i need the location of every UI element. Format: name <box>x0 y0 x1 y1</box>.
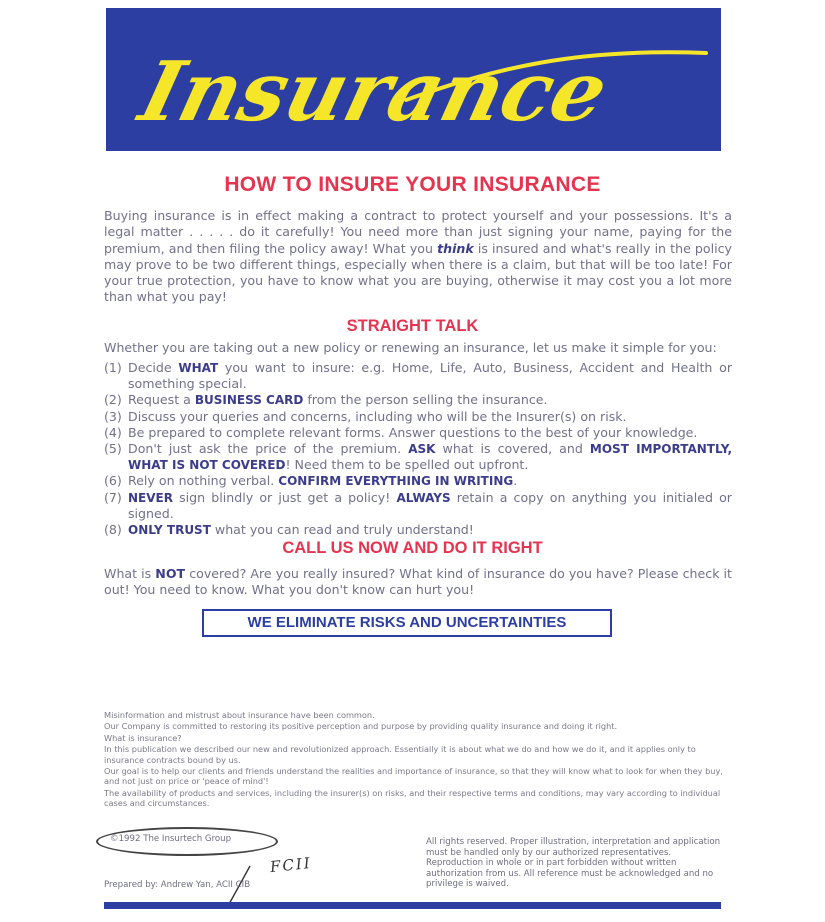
copyright-notice: ©1992 The Insurtech Group <box>110 834 232 844</box>
call-us-heading: CALL US NOW AND DO IT RIGHT <box>282 539 543 557</box>
footer-bar <box>104 902 721 909</box>
prepared-by: Prepared by: Andrew Yan, ACII CIB <box>104 880 251 890</box>
logo-wordmark: Insurance <box>131 43 617 140</box>
intro-paragraph: Buying insurance is in effect making a contract to protect yourself and your possessions. It's a legal matter . . . . . do it carefully! You need more than just signing your name, paying for the premium, and then filing the policy away! What you think is insured and what's really in the policy may prove to be two different things, especially when there is a claim, but that will be too late! For your true protection, you have to know what you are buying, otherwise it may cost you a lot more than what you pay! <box>104 208 732 305</box>
step-item: (7) NEVER sign blindly or just get a policy! ALWAYS retain a copy on anything you initialed or signed. <box>104 489 732 521</box>
step-item: (6) Rely on nothing verbal. CONFIRM EVERYTHING IN WRITING. <box>104 473 518 489</box>
fine-print-line: Our Company is committed to restoring its positive perception and purpose by providing quality insurance and doing it right. <box>104 721 618 732</box>
straight-talk-lead: Whether you are taking out a new policy or renewing an insurance, let us make it simple for you: <box>104 340 717 355</box>
step-item: (8) ONLY TRUST what you can read and truly understand! <box>104 522 474 538</box>
fine-print-line: The availability of products and services, including the insurer(s) on risks, and their respective terms and conditions, may vary according to individual cases and circumstances. <box>104 787 721 809</box>
straight-talk-heading: STRAIGHT TALK <box>346 317 479 335</box>
fine-print-line: Our goal is to help our clients and friends understand the realities and importance of insurance, so that they will know what to look for when they buy, and not just on price or 'peace of mind'! <box>104 766 723 787</box>
step-item: (2) Request a BUSINESS CARD from the person selling the insurance. <box>104 392 548 408</box>
page-title: HOW TO INSURE YOUR INSURANCE <box>224 173 601 196</box>
step-item: (1) Decide WHAT you want to insure: e.g. Home, Life, Auto, Business, Accident and Health or something special. <box>104 360 732 392</box>
steps-list <box>104 360 732 538</box>
step-item: (3) Discuss your queries and concerns, including who will be the Insurer(s) on risk. <box>104 408 627 424</box>
insurance-logo <box>106 8 721 151</box>
handwritten-note: FCII <box>269 853 313 877</box>
emphasis-think: think <box>437 240 474 256</box>
insurance-banner <box>106 8 721 151</box>
rights-notice: All rights reserved. Proper illustration, interpretation and application must be handled only by our authorized representatives. Reproduction in whole or in part forbidden without written authorization from us. All reference must be acknowledged and no privilege is waived. <box>426 837 721 890</box>
slogan-box: WE ELIMINATE RISKS AND UNCERTAINTIES <box>202 609 612 637</box>
step-item: (4) Be prepared to complete relevant forms. Answer questions to the best of your knowledge. <box>104 424 698 440</box>
fine-print-line: What is insurance? <box>104 732 182 743</box>
step-item: (5) Don't just ask the price of the premium. ASK what is covered, and MOST IMPORTANTLY, WHAT IS NOT COVERED! Need them to be spelled out upfront. <box>104 441 733 473</box>
fine-print-line: In this publication we described our new and revolutionized approach. Essentially it is about what we do and how we do it, and it applies only to insurance contracts bound by us. <box>104 744 696 765</box>
fine-print <box>104 710 730 810</box>
fine-print-line: Misinformation and mistrust about insurance have been common. <box>104 710 375 720</box>
call-us-paragraph: What is NOT covered? Are you really insured? What kind of insurance do you have? Please check it out! You need to know. What you don't know can hurt you! <box>104 566 732 598</box>
